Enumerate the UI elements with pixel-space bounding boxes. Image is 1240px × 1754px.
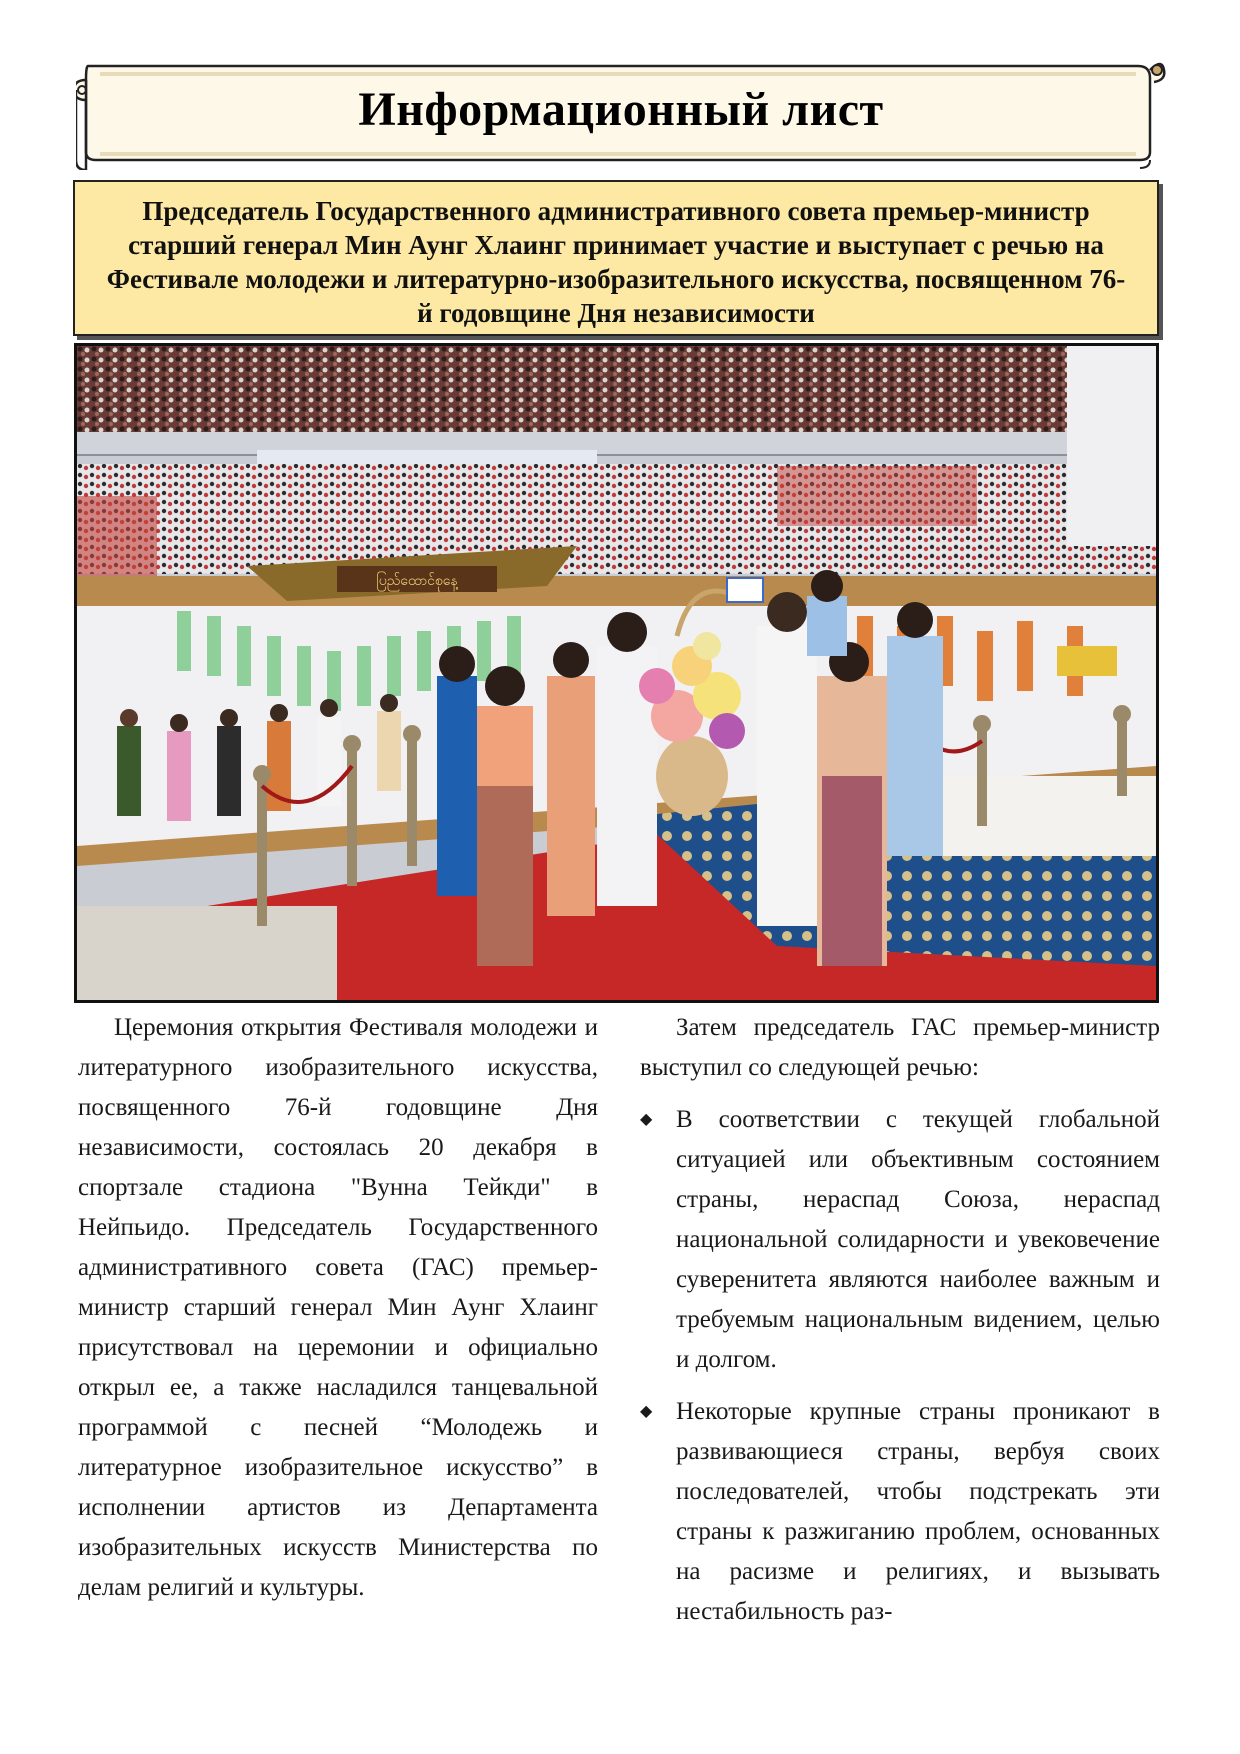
bullet-text: В соответствии с текущей глобальной ситуацией или объективным состоянием страны, нераспад Союза, нераспад национальной солидарности и увековечение суверенитета являются наиболее важным и требуемым национальным видением, целью и долгом. [676, 1106, 1160, 1373]
article-left-column [78, 1008, 598, 1608]
event-photo [74, 343, 1159, 1003]
article-right-column [640, 1008, 1160, 1632]
diamond-bullet-icon: ◆ [640, 1111, 653, 1128]
headline-box: Председатель Государственного административного совета премьер-министр старший генерал Мин Аунг Хлаинг принимает участие и выступает с речью на Фестивале молодежи и литературно-изобразительного искусства, посвященном 76-й годовщине Дня независимости [73, 180, 1159, 336]
page-title: Информационный лист [358, 83, 884, 136]
title-scroll-banner [76, 60, 1166, 170]
speech-bullet-2 [640, 1392, 1160, 1632]
stadium-ceremony-illustration [77, 346, 1156, 1000]
diamond-bullet-icon: ◆ [640, 1403, 653, 1420]
bullet-text: Некоторые крупные страны проникают в развивающиеся страны, вербуя своих последователей, чтобы подстрекать эти страны к разжиганию проблем, основанных на расизме и религиях, и вызывать нестабильность раз- [676, 1398, 1160, 1625]
stage-banner-text: ပြည်ထောင်စုနေ့ [376, 573, 458, 589]
speech-bullet-1 [640, 1100, 1160, 1380]
speech-intro: Затем председатель ГАС премьер-министр выступил со следующей речью: [640, 1014, 1160, 1081]
article-paragraph: Церемония открытия Фестиваля молодежи и литературного изобразительного искусства, посвященного 76-й годовщине Дня независимости, состоялась 20 декабря в спортзале стадиона "Вунна Тейкди" в Нейпьидо. Председатель Государственного административного совета (ГАС) премьер-министр старший генерал Мин Аунг Хлаинг присутствовал на церемонии и официально открыл ее, а также насладился танцевальной программой с песней “Молодежь и литературное изобразительное искусство” в исполнении артистов из Департамента изобразительных искусств Министерства по делам религий и культуры. [78, 1014, 598, 1601]
